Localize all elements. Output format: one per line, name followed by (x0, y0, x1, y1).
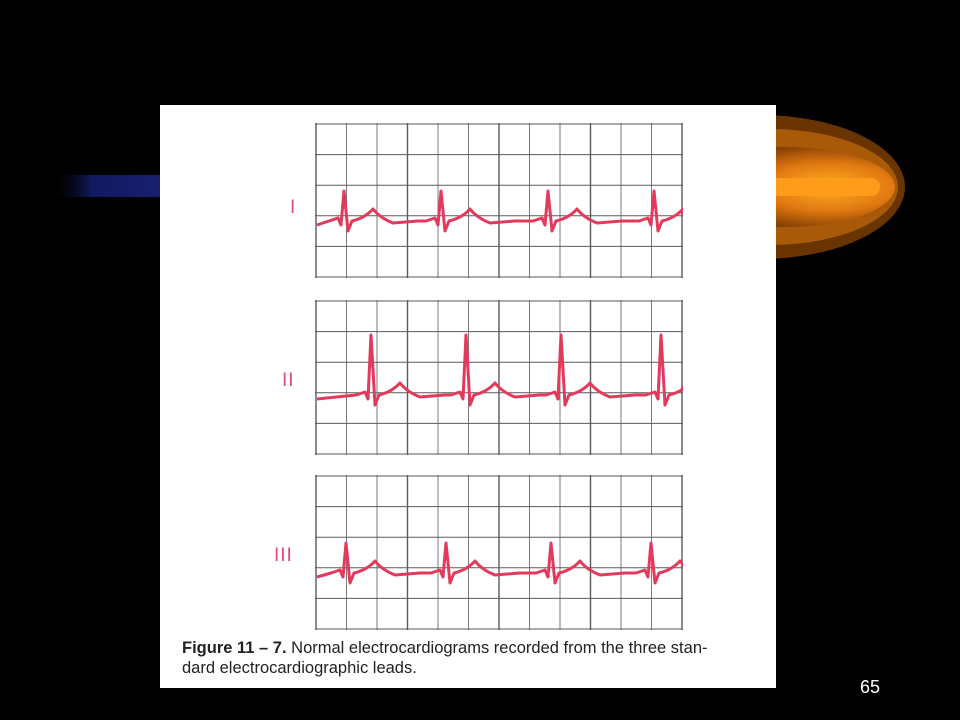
ecg-grid (315, 123, 683, 278)
figure-caption (182, 638, 772, 678)
caption-line-1: Normal electrocardiograms recorded from the three stan- (291, 639, 708, 657)
figure-card (160, 105, 776, 688)
caption-label: Figure 11 – 7. (182, 639, 287, 657)
ecg-grid (315, 475, 683, 630)
ecg-trace (317, 335, 683, 405)
lead-label-iii: III (274, 545, 293, 566)
ecg-trace (317, 191, 683, 231)
ecg-strip-lead-iii (315, 475, 683, 630)
ecg-strip-lead-ii (315, 300, 683, 455)
lead-label-i: I (290, 197, 297, 218)
lead-label-ii: II (282, 370, 295, 391)
page-number: 65 (859, 677, 880, 697)
ecg-trace (317, 543, 683, 583)
blue-bar (50, 175, 170, 197)
ecg-strip-lead-i (315, 123, 683, 278)
caption-line-2: dard electrocardiographic leads. (182, 659, 417, 677)
